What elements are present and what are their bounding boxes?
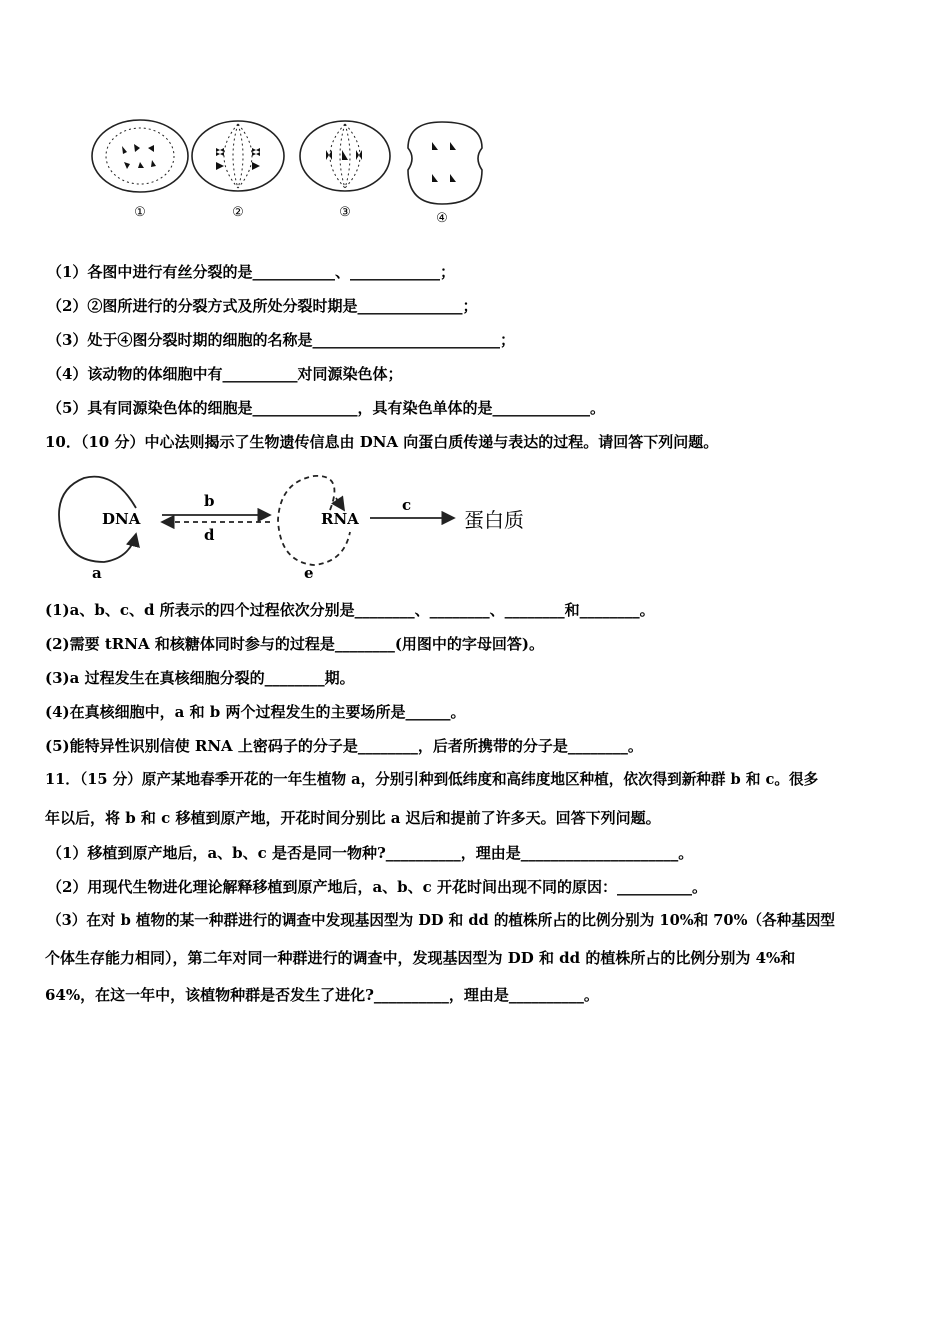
cell-2 bbox=[192, 121, 284, 191]
q10-item-3: (3)a 过程发生在真核细胞分裂的________期。 bbox=[45, 669, 355, 687]
q11-item-2: （2）用现代生物进化理论解释移植到原产地后，a、b、c 开花时间出现不同的原因：__________。 bbox=[47, 878, 708, 896]
protein-label: 蛋白质 bbox=[464, 508, 524, 532]
label-d: d bbox=[204, 526, 215, 544]
q11-stem-line-2: 年以后，将 b 和 c 移植到原产地，开花时间分别比 a 迟后和提前了许多天。回答下列问题。 bbox=[45, 809, 661, 827]
fig1-label-4: ④ bbox=[436, 211, 448, 226]
fig1-label-3: ③ bbox=[339, 205, 351, 220]
q10-stem: 10．（10 分）中心法则揭示了生物遗传信息由 DNA 向蛋白质传递与表达的过程。请回答下列问题。 bbox=[45, 433, 719, 451]
q11-item-1: （1）移植到原产地后，a、b、c 是否是同一物种?__________，理由是_____________________。 bbox=[47, 844, 694, 862]
q9-item-1: （1）各图中进行有丝分裂的是___________、____________； bbox=[47, 263, 455, 281]
label-b: b bbox=[204, 492, 215, 510]
q9-item-5: （5）具有同源染色体的细胞是______________，具有染色单体的是_____________。 bbox=[47, 399, 605, 417]
q9-item-4: （4）该动物的体细胞中有__________对同源染色体； bbox=[47, 365, 403, 383]
q10-item-1: (1)a、b、c、d 所表示的四个过程依次分别是________、________、________和________。 bbox=[45, 601, 655, 619]
label-e: e bbox=[304, 564, 314, 582]
q10-item-5: (5)能特异性识别信使 RNA 上密码子的分子是________，后者所携带的分子是________。 bbox=[45, 737, 643, 755]
q11-stem-line-1: 11．（15 分）原产某地春季开花的一年生植物 a，分别引种到低纬度和高纬度地区种植，依次得到新种群 b 和 c。很多 bbox=[45, 771, 819, 788]
q9-item-2: （2）②图所进行的分裂方式及所处分裂时期是______________； bbox=[47, 297, 478, 315]
label-a: a bbox=[92, 564, 102, 582]
q11-item-3-line-2: 个体生存能力相同），第二年对同一种群进行的调查中，发现基因型为 DD 和 dd 的植株所占的比例分别为 4%和 bbox=[45, 949, 796, 967]
central-dogma-diagram bbox=[44, 470, 564, 585]
q11-item-3-line-3: 64%，在这一年中，该植物种群是否发生了进化?__________，理由是__________。 bbox=[45, 986, 599, 1004]
q11-item-3-line-1: （3）在对 b 植物的某一种群进行的调查中发现基因型为 DD 和 dd 的植株所占的比例分别为 10%和 70%（各种基因型 bbox=[47, 912, 836, 929]
cell-4 bbox=[408, 122, 482, 204]
fig1-label-1: ① bbox=[134, 205, 146, 220]
q10-item-2: (2)需要 tRNA 和核糖体同时参与的过程是________(用图中的字母回答)。 bbox=[45, 635, 545, 653]
cell-division-figure bbox=[90, 118, 490, 230]
fig1-label-2: ② bbox=[232, 205, 244, 220]
label-c: c bbox=[402, 496, 412, 514]
q9-item-3: （3）处于④图分裂时期的细胞的名称是_________________________； bbox=[47, 331, 515, 349]
q10-item-4: (4)在真核细胞中，a 和 b 两个过程发生的主要场所是______。 bbox=[45, 703, 466, 721]
rna-label: RNA bbox=[321, 510, 359, 528]
dna-label: DNA bbox=[102, 510, 141, 528]
